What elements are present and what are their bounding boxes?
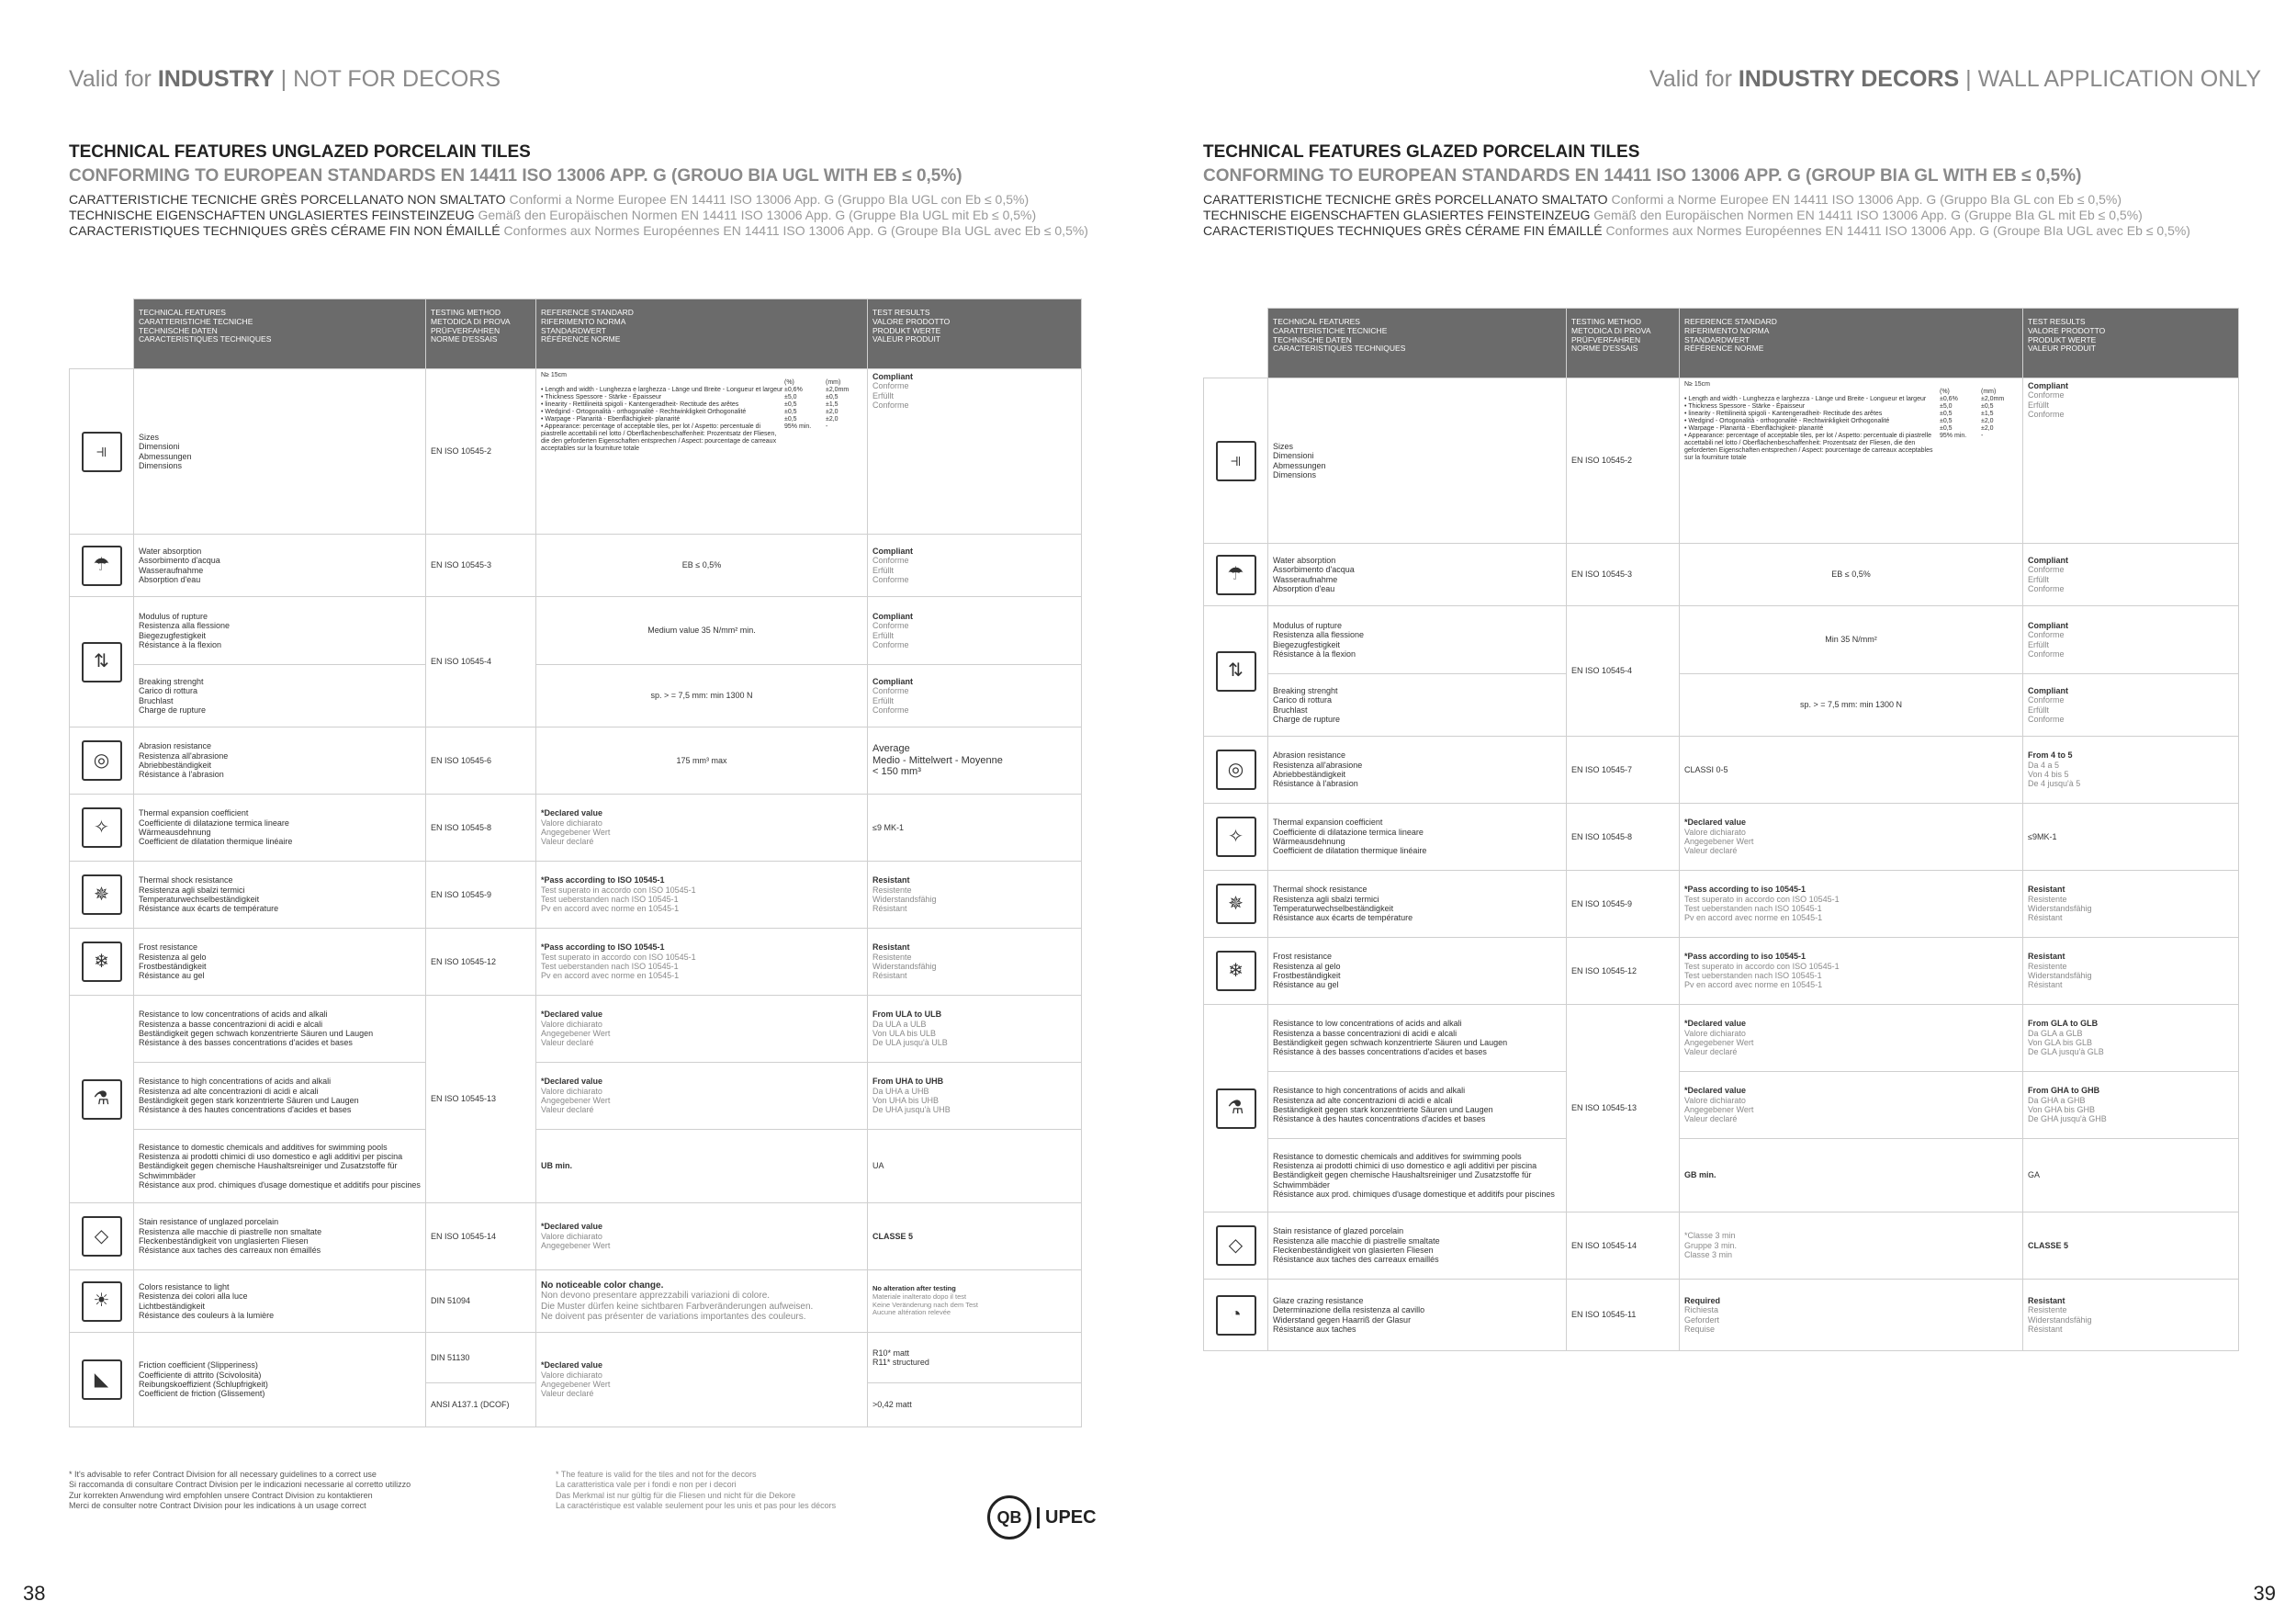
title-line	[1203, 192, 2190, 207]
line-sub: Gemäß den Europäischen Normen EN 14411 ISO 13006 App. G (Gruppe BIa GL mit Eb ≤ 0,5%)	[1593, 208, 2143, 222]
title-line	[69, 192, 1088, 207]
table-row	[1204, 1139, 2239, 1212]
result-cell: Resistant Resistente Widerstandsfähig Résistant	[868, 862, 1082, 929]
table-row	[70, 1333, 1082, 1383]
table-row	[70, 1203, 1082, 1270]
result-cell: From UHA to UHB Da UHA a UHB Von UHA bis UHB De UHA jusqu'à UHB	[868, 1063, 1082, 1130]
header-features: TECHNICAL FEATURES CARATTERISTICHE TECNICHE TECHNISCHE DATEN CARACTERISTIQUES TECHNIQUES	[134, 299, 426, 369]
abrasion-icon: ◎	[82, 740, 122, 781]
header-method: TESTING METHOD METODICA DI PROVA PRÜFVERFAHREN NORME D'ESSAIS	[1567, 309, 1680, 378]
result-cell: Compliant Conforme Erfüllt Conforme	[2023, 606, 2239, 674]
feature-cell: Sizes Dimensioni Abmessungen Dimensions	[134, 369, 426, 535]
feature-cell: Thermal expansion coefficient Coefficiente di dilatazione termica lineare Wärmeausdehnung Coefficient de dilatation thermique linéaire	[134, 795, 426, 862]
result-cell: Compliant Conforme Erfüllt Conforme	[2023, 378, 2239, 544]
result-cell: Compliant Conforme Erfüllt Conforme	[2023, 544, 2239, 606]
table-row	[70, 535, 1082, 597]
feature-cell: Water absorption Assorbimento d'acqua Wasseraufnahme Absorption d'eau	[134, 535, 426, 597]
feature-cell: Stain resistance of unglazed porcelain Resistenza alle macchie di piastrelle non smaltate Fleckenbeständigkeit von unglasierten Fliesen Résistance aux taches des carreaux non émaillés	[134, 1203, 426, 1270]
table-row	[70, 727, 1082, 795]
feature-cell: Thermal expansion coefficient Coefficiente di dilatazione termica lineare Wärmeausdehnung Coefficient de dilatation thermique linéaire	[1268, 804, 1567, 871]
line-main: CARACTERISTIQUES TECHNIQUES GRÈS CÉRAME FIN ÉMAILLÉ	[1203, 223, 1603, 238]
feature-cell: Water absorption Assorbimento d'acqua Wasseraufnahme Absorption d'eau	[1268, 544, 1567, 606]
feature-cell: Resistance to low concentrations of acids and alkali Resistenza a basse concentrazioni di acidi e alcali Beständigkeit gegen schwach konzentrierte Säuren und Laugen Résistance à des basses concentrations d'acides et bases	[1268, 1005, 1567, 1072]
feature-cell: Resistance to low concentrations of acids and alkali Resistenza a basse concentrazioni di acidi e alcali Beständigkeit gegen schwach konzentrierte Säuren und Laugen Résistance à des basses concentrations d'acides et bases	[134, 996, 426, 1063]
chemical-icon: ⚗	[1216, 1088, 1256, 1129]
result-cell: CLASSE 5	[868, 1203, 1082, 1270]
reference-cell: EB ≤ 0,5%	[536, 535, 868, 597]
valid-for-rest: | NOT FOR DECORS	[280, 66, 501, 92]
table-row	[70, 1130, 1082, 1203]
qb-mark: QB	[987, 1495, 1031, 1539]
method-cell: EN ISO 10545-12	[1567, 938, 1680, 1005]
method-cell: EN ISO 10545-4	[426, 597, 536, 727]
page-number: 38	[23, 1582, 46, 1605]
reference-cell: EB ≤ 0,5%	[1680, 544, 2023, 606]
result-cell: From 4 to 5 Da 4 a 5 Von 4 bis 5 De 4 jusqu'à 5	[2023, 737, 2239, 804]
reference-cell: *Declared value Valore dichiarato Angegebener Wert	[536, 1203, 868, 1270]
feature-cell: Friction coefficient (Slipperiness) Coefficiente di attrito (Scivolosità) Reibungskoeffizient (Schlupfrigkeit) Coefficient de friction (Glissement)	[134, 1333, 426, 1427]
method-cell: EN ISO 10545-3	[426, 535, 536, 597]
reference-cell: *Declared value Valore dichiarato Angegebener Wert Valeur declaré	[1680, 1005, 2023, 1072]
result-cell: Compliant Conforme Erfüllt Conforme	[868, 665, 1082, 727]
reference-cell: N≥ 15cm (%) (mm) • Length and width - Lunghezza e larghezza - Länge und Breite - Longueur et largeur ±0,6% ±2,0mm • Thickness Spessore - Stärke - Épaisseur ±5,0 ±0,5 • linearity - Rettilineità spigoli - Kantengeradheit- Rectitude des arêtes ±0,5 ±1,5 • Wedgind - Ortogonalità - orthogonalité - Rechtwinkligkeit Orthogonalité ±0,5 ±2,0 • Warpage - Planarità - Ebenflächigkeit- planarité ±0,5 ±2,0 • Appearance: percentage of acceptable tiles, per lot / Aspetto: percentuale di piastrelle accettabili nel lotto / Oberflächenbeschaffenheit: Prozentsatz der Fliesen, die den geforderten Eigenschaften entsprechen / Aspect: pourcentage de carreaux acceptables sur la fourniture totale 95% min. -	[536, 369, 868, 535]
header-blank	[1204, 309, 1268, 378]
header-method: TESTING METHOD METODICA DI PROVA PRÜFVERFAHREN NORME D'ESSAIS	[426, 299, 536, 369]
method-cell: EN ISO 10545-2	[426, 369, 536, 535]
result-cell: CLASSE 5	[2023, 1212, 2239, 1280]
table-row	[70, 1063, 1082, 1130]
stain-icon: ◇	[82, 1216, 122, 1257]
unglazed-table	[69, 299, 1082, 1427]
method-cell: EN ISO 10545-12	[426, 929, 536, 996]
method-cell: EN ISO 10545-6	[426, 727, 536, 795]
page-title: TECHNICAL FEATURES GLAZED PORCELAIN TILES	[1203, 142, 1640, 162]
page-subtitle: CONFORMING TO EUROPEAN STANDARDS EN 14411 ISO 13006 APP. G (GROUO BIA UGL WITH EB ≤ 0,5%)	[69, 166, 962, 186]
reference-cell: Min 35 N/mm²	[1680, 606, 2023, 674]
table-row	[1204, 544, 2239, 606]
result-cell: Average Medio - Mittelwert - Moyenne < 150 mm³	[868, 727, 1082, 795]
reference-cell: No noticeable color change. Non devono presentare apprezzabili variazioni di colore. Die Muster dürfen keine sichtbaren Farbveränderungen aufweisen. Ne doivent pas présenter de variations importantes des couleurs.	[536, 1270, 868, 1333]
reference-cell: GB min.	[1680, 1139, 2023, 1212]
frost-icon: ❄	[1216, 951, 1256, 991]
reference-cell: *Declared value Valore dichiarato Angegebener Wert Valeur declaré	[536, 996, 868, 1063]
method-cell: EN ISO 10545-4	[1567, 606, 1680, 737]
reference-cell: CLASSI 0-5	[1680, 737, 2023, 804]
table-row	[1204, 674, 2239, 737]
feature-cell: Abrasion resistance Resistenza all'abrasione Abriebbeständigkeit Résistance à l'abrasion	[1268, 737, 1567, 804]
header-reference: REFERENCE STANDARD RIFERIMENTO NORMA STANDARDWERT RÉFÉRENCE NORME	[1680, 309, 2023, 378]
validity-note	[69, 66, 501, 93]
valid-for-label: Valid for	[1649, 66, 1732, 92]
title-block	[1203, 142, 2190, 239]
reference-cell: UB min.	[536, 1130, 868, 1203]
table-row	[70, 862, 1082, 929]
valid-for-strong: INDUSTRY DECORS	[1738, 66, 1960, 92]
footnote-decors: * The feature is valid for the tiles and not for the decors La caratteristica vale per i fondi e non per i decori Das Merkmal ist nur gültig für die Fliesen und nicht für die Dekore La caractéristique est valable seulement pour les unis et pas pour les décors	[556, 1470, 837, 1510]
result-cell: No alteration after testing Materiale inalterato dopo il test Keine Veränderung nach dem Test Aucune altération relevée	[868, 1270, 1082, 1333]
feature-cell: Frost resistance Resistenza al gelo Frostbeständigkeit Résistance au gel	[1268, 938, 1567, 1005]
method-cell: EN ISO 10545-14	[1567, 1212, 1680, 1280]
result-cell: Resistant Resistente Widerstandsfähig Résistant	[2023, 938, 2239, 1005]
reference-cell: Required Richiesta Gefordert Requise	[1680, 1280, 2023, 1351]
result-cell: From GLA to GLB Da GLA a GLB Von GLA bis GLB De GLA jusqu'à GLB	[2023, 1005, 2239, 1072]
bending-icon: ⇅	[82, 642, 122, 682]
reference-cell: *Pass according to ISO 10545-1 Test superato in accordo con ISO 10545-1 Test ueberstanden nach ISO 10545-1 Pv en accord avec norme en 10545-1	[536, 929, 868, 996]
line-main: TECHNISCHE EIGENSCHAFTEN UNGLASIERTES FEINSTEINZEUG	[69, 208, 475, 222]
sizes-icon: ⫣	[82, 432, 122, 472]
header-reference: REFERENCE STANDARD RIFERIMENTO NORMA STANDARDWERT RÉFÉRENCE NORME	[536, 299, 868, 369]
reference-cell: *Declared value Valore dichiarato Angegebener Wert Valeur declaré	[536, 795, 868, 862]
bending-icon: ⇅	[1216, 651, 1256, 692]
result-cell: Compliant Conforme Erfüllt Conforme	[868, 535, 1082, 597]
result-cell: R10* matt R11* structured	[868, 1333, 1082, 1383]
method-cell: EN ISO 10545-3	[1567, 544, 1680, 606]
feature-cell: Resistance to high concentrations of acids and alkali Resistenza ad alte concentrazioni di acidi e alcali Beständigkeit gegen stark konzentrierte Säuren und Laugen Résistance à des hautes concentrations d'acides et bases	[1268, 1072, 1567, 1139]
line-main: CARACTERISTIQUES TECHNIQUES GRÈS CÉRAME FIN NON ÉMAILLÉ	[69, 223, 501, 238]
table-row	[1204, 378, 2239, 544]
shock-icon: ✵	[82, 874, 122, 915]
reference-cell: *Declared value Valore dichiarato Angegebener Wert Valeur declaré	[1680, 1072, 2023, 1139]
table-row	[1204, 804, 2239, 871]
method-cell: EN ISO 10545-14	[426, 1203, 536, 1270]
title-block	[69, 142, 1088, 239]
feature-cell: Stain resistance of glazed porcelain Resistenza alle macchie di piastrelle smaltate Fleckenbeständigkeit von glasierten Fliesen Résistance aux taches des carreaux emaillés	[1268, 1212, 1567, 1280]
validity-note	[1649, 66, 2261, 93]
valid-for-rest: | WALL APPLICATION ONLY	[1965, 66, 2261, 92]
table-row	[1204, 938, 2239, 1005]
reference-cell: *Pass according to iso 10545-1 Test superato in accordo con ISO 10545-1 Test ueberstanden nach ISO 10545-1 Pv en accord avec norme en 10545-1	[1680, 938, 2023, 1005]
table-row	[1204, 1005, 2239, 1072]
header-results: TEST RESULTS VALORE PRODOTTO PRODUKT WERTE VALEUR PRODUIT	[868, 299, 1082, 369]
result-cell: From GHA to GHB Da GHA a GHB Von GHA bis GHB De GHA jusqu'à GHB	[2023, 1072, 2239, 1139]
table-row	[1204, 606, 2239, 674]
table-row	[70, 929, 1082, 996]
chemical-icon: ⚗	[82, 1079, 122, 1120]
right-page	[1148, 0, 2296, 1624]
feature-cell: Resistance to domestic chemicals and additives for swimming pools Resistenza ai prodotti chimici di uso domestico e agli additivi per piscina Beständigkeit gegen chemische Haushaltsreiniger und Zusatzstoffe für Schwimmbäder Résistance aux prod. chimiques d'usage domestique et additifs pour piscines	[1268, 1139, 1567, 1212]
line-sub: Gemäß den Europäischen Normen EN 14411 ISO 13006 App. G (Gruppe BIa UGL mit Eb ≤ 0,5%)	[478, 208, 1037, 222]
result-cell: ≤9 MK-1	[868, 795, 1082, 862]
result-cell: Resistant Resistente Widerstandsfähig Résistant	[2023, 871, 2239, 938]
water-icon: ☂	[1216, 555, 1256, 595]
method-cell: EN ISO 10545-11	[1567, 1280, 1680, 1351]
method-cell: EN ISO 10545-8	[1567, 804, 1680, 871]
result-cell: UA	[868, 1130, 1082, 1203]
method-cell: ANSI A137.1 (DCOF)	[426, 1383, 536, 1427]
feature-cell: Breaking strenght Carico di rottura Bruchlast Charge de rupture	[1268, 674, 1567, 737]
table-row	[1204, 1212, 2239, 1280]
result-cell: GA	[2023, 1139, 2239, 1212]
line-main: CARATTERISTICHE TECNICHE GRÈS PORCELLANATO SMALTATO	[1203, 192, 1608, 207]
table-row	[70, 597, 1082, 665]
result-cell: Compliant Conforme Erfüllt Conforme	[868, 369, 1082, 535]
result-cell: Resistant Resistente Widerstandsfähig Résistant	[2023, 1280, 2239, 1351]
reference-cell: *Declared value Valore dichiarato Angegebener Wert Valeur declaré	[536, 1333, 868, 1427]
table-header	[70, 299, 1082, 369]
result-cell: ≤9MK-1	[2023, 804, 2239, 871]
table-row	[1204, 1280, 2239, 1351]
glazed-table	[1203, 308, 2239, 1351]
sizes-icon: ⫣	[1216, 441, 1256, 481]
feature-cell: Resistance to high concentrations of acids and alkali Resistenza ad alte concentrazioni di acidi e alcali Beständigkeit gegen stark konzentrierte Säuren und Laugen Résistance à des hautes concentrations d'acides et bases	[134, 1063, 426, 1130]
result-cell: Resistant Resistente Widerstandsfähig Résistant	[868, 929, 1082, 996]
reference-cell: sp. > = 7,5 mm: min 1300 N	[1680, 674, 2023, 737]
table-row	[70, 1270, 1082, 1333]
method-cell: EN ISO 10545-2	[1567, 378, 1680, 544]
method-cell: EN ISO 10545-9	[1567, 871, 1680, 938]
table-row	[1204, 871, 2239, 938]
table-row	[70, 665, 1082, 727]
header-results: TEST RESULTS VALORE PRODOTTO PRODUKT WERTE VALEUR PRODUIT	[2023, 309, 2239, 378]
upec-text: UPEC	[1037, 1507, 1097, 1528]
title-line	[69, 208, 1088, 222]
method-cell: DIN 51130	[426, 1333, 536, 1383]
title-line	[1203, 208, 2190, 222]
reference-cell: 175 mm³ max	[536, 727, 868, 795]
feature-cell: Glaze crazing resistance Determinazione della resistenza al cavillo Widerstand gegen Haarriß der Glasur Résistance aux taches	[1268, 1280, 1567, 1351]
valid-for-strong: INDUSTRY	[157, 66, 275, 92]
reference-cell: sp. > = 7,5 mm: min 1300 N	[536, 665, 868, 727]
method-cell: EN ISO 10545-13	[426, 996, 536, 1203]
frost-icon: ❄	[82, 942, 122, 982]
feature-cell: Modulus of rupture Resistenza alla flessione Biegezugfestigkeit Résistance à la flexion	[1268, 606, 1567, 674]
method-cell: EN ISO 10545-9	[426, 862, 536, 929]
reference-cell: *Declared value Valore dichiarato Angegebener Wert Valeur declaré	[1680, 804, 2023, 871]
method-cell: EN ISO 10545-7	[1567, 737, 1680, 804]
header-blank	[70, 299, 134, 369]
feature-cell: Frost resistance Resistenza al gelo Frostbeständigkeit Résistance au gel	[134, 929, 426, 996]
feature-cell: Colors resistance to light Resistenza dei colori alla luce Lichtbeständigkeit Résistance des couleurs à la lumière	[134, 1270, 426, 1333]
table-header	[1204, 309, 2239, 378]
result-cell: >0,42 matt	[868, 1383, 1082, 1427]
friction-icon: ◣	[82, 1359, 122, 1400]
feature-cell: Thermal shock resistance Resistenza agli sbalzi termici Temperaturwechselbeständigkeit Résistance aux écarts de température	[1268, 871, 1567, 938]
result-cell: Compliant Conforme Erfüllt Conforme	[2023, 674, 2239, 737]
feature-cell: Abrasion resistance Resistenza all'abrasione Abriebbeständigkeit Résistance à l'abrasion	[134, 727, 426, 795]
stain-icon: ◇	[1216, 1225, 1256, 1266]
upec-logo	[987, 1495, 1097, 1539]
result-cell: Compliant Conforme Erfüllt Conforme	[868, 597, 1082, 665]
feature-cell: Thermal shock resistance Resistenza agli sbalzi termici Temperaturwechselbeständigkeit Résistance aux écarts de température	[134, 862, 426, 929]
feature-cell: Resistance to domestic chemicals and additives for swimming pools Resistenza ai prodotti chimici di uso domestico e agli additivi per piscina Beständigkeit gegen chemische Haushaltsreiniger und Zusatzstoffe für Schwimmbäder Résistance aux prod. chimiques d'usage domestique et additifs pour piscines	[134, 1130, 426, 1203]
title-line	[1203, 223, 2190, 238]
page-title: TECHNICAL FEATURES UNGLAZED PORCELAIN TILES	[69, 142, 531, 162]
page-number: 39	[2253, 1582, 2276, 1605]
thermal-icon: ✧	[82, 807, 122, 848]
abrasion-icon: ◎	[1216, 750, 1256, 790]
feature-cell: Breaking strenght Carico di rottura Bruchlast Charge de rupture	[134, 665, 426, 727]
line-sub: Conformes aux Normes Européennes EN 14411 ISO 13006 App. G (Groupe BIa UGL avec Eb ≤ 0,5%)	[1605, 223, 2190, 238]
reference-cell: *Pass according to ISO 10545-1 Test superato in accordo con ISO 10545-1 Test ueberstanden nach ISO 10545-1 Pv en accord avec norme en 10545-1	[536, 862, 868, 929]
water-icon: ☂	[82, 546, 122, 586]
table-row	[70, 795, 1082, 862]
page-subtitle: CONFORMING TO EUROPEAN STANDARDS EN 14411 ISO 13006 APP. G (GROUP BIA GL WITH EB ≤ 0,5%)	[1203, 166, 2082, 186]
table-row	[70, 996, 1082, 1063]
reference-cell: *Pass according to iso 10545-1 Test superato in accordo con ISO 10545-1 Test ueberstanden nach ISO 10545-1 Pv en accord avec norme en 10545-1	[1680, 871, 2023, 938]
line-main: TECHNISCHE EIGENSCHAFTEN GLASIERTES FEINSTEINZEUG	[1203, 208, 1591, 222]
method-cell: EN ISO 10545-8	[426, 795, 536, 862]
line-sub: Conformi a Norme Europee EN 14411 ISO 13006 App. G (Gruppo BIa UGL con Eb ≤ 0,5%)	[509, 192, 1030, 207]
result-cell: From ULA to ULB Da ULA a ULB Von ULA bis ULB De ULA jusqu'à ULB	[868, 996, 1082, 1063]
line-main: CARATTERISTICHE TECNICHE GRÈS PORCELLANATO NON SMALTATO	[69, 192, 506, 207]
light-icon: ☀	[82, 1281, 122, 1322]
reference-cell: *Declared value Valore dichiarato Angegebener Wert Valeur declaré	[536, 1063, 868, 1130]
feature-cell: Modulus of rupture Resistenza alla flessione Biegezugfestigkeit Résistance à la flexion	[134, 597, 426, 665]
table-row	[1204, 1072, 2239, 1139]
method-cell: DIN 51094	[426, 1270, 536, 1333]
table-row	[70, 369, 1082, 535]
feature-cell: Sizes Dimensioni Abmessungen Dimensions	[1268, 378, 1567, 544]
crazing-icon: ◔	[1216, 1295, 1256, 1336]
method-cell: EN ISO 10545-13	[1567, 1005, 1680, 1212]
valid-for-label: Valid for	[69, 66, 152, 92]
title-line	[69, 223, 1088, 238]
footnote-contract: * It's advisable to refer Contract Division for all necessary guidelines to a correct use Si raccomanda di consultare Contract Division per le indicazioni necessarie al corretto utilizzo Zur korrekten Anwendung wird empfohlen unsere Contract Division zu kontaktieren Merci de consulter notre Contract Division pour les indications à un usage correct	[69, 1470, 411, 1510]
reference-cell: Medium value 35 N/mm² min.	[536, 597, 868, 665]
reference-cell: N≥ 15cm (%) (mm) • Length and width - Lunghezza e larghezza - Länge und Breite - Longueur et largeur ±0,6% ±2,0mm • Thickness Spessore - Stärke - Épaisseur ±5,0 ±0,5 • linearity - Rettilineità spigoli - Kantengeradheit- Rectitude des arêtes ±0,5 ±1,5 • Wedgind - Ortogonalità - orthogonalité - Rechtwinkligkeit Orthogonalité ±0,5 ±2,0 • Warpage - Planarità - Ebenflächigkeit- planarité ±0,5 ±2,0 • Appearance: percentage of acceptable tiles, per lot / Aspetto: percentuale di piastrelle accettabili nel lotto / Oberflächenbeschaffenheit: Prozentsatz der Fliesen, die den geforderten Eigenschaften entsprechen / Aspect: pourcentage de carreaux acceptables sur la fourniture totale 95% min. -	[1680, 378, 2023, 544]
header-features: TECHNICAL FEATURES CARATTERISTICHE TECNICHE TECHNISCHE DATEN CARACTERISTIQUES TECHNIQUES	[1268, 309, 1567, 378]
thermal-icon: ✧	[1216, 817, 1256, 857]
table-row	[1204, 737, 2239, 804]
reference-cell: *Classe 3 min Gruppe 3 min. Classe 3 min	[1680, 1212, 2023, 1280]
shock-icon: ✵	[1216, 884, 1256, 924]
line-sub: Conformes aux Normes Européennes EN 14411 ISO 13006 App. G (Groupe BIa UGL avec Eb ≤ 0,5%)	[503, 223, 1088, 238]
line-sub: Conformi a Norme Europee EN 14411 ISO 13006 App. G (Gruppo BIa GL con Eb ≤ 0,5%)	[1611, 192, 2122, 207]
